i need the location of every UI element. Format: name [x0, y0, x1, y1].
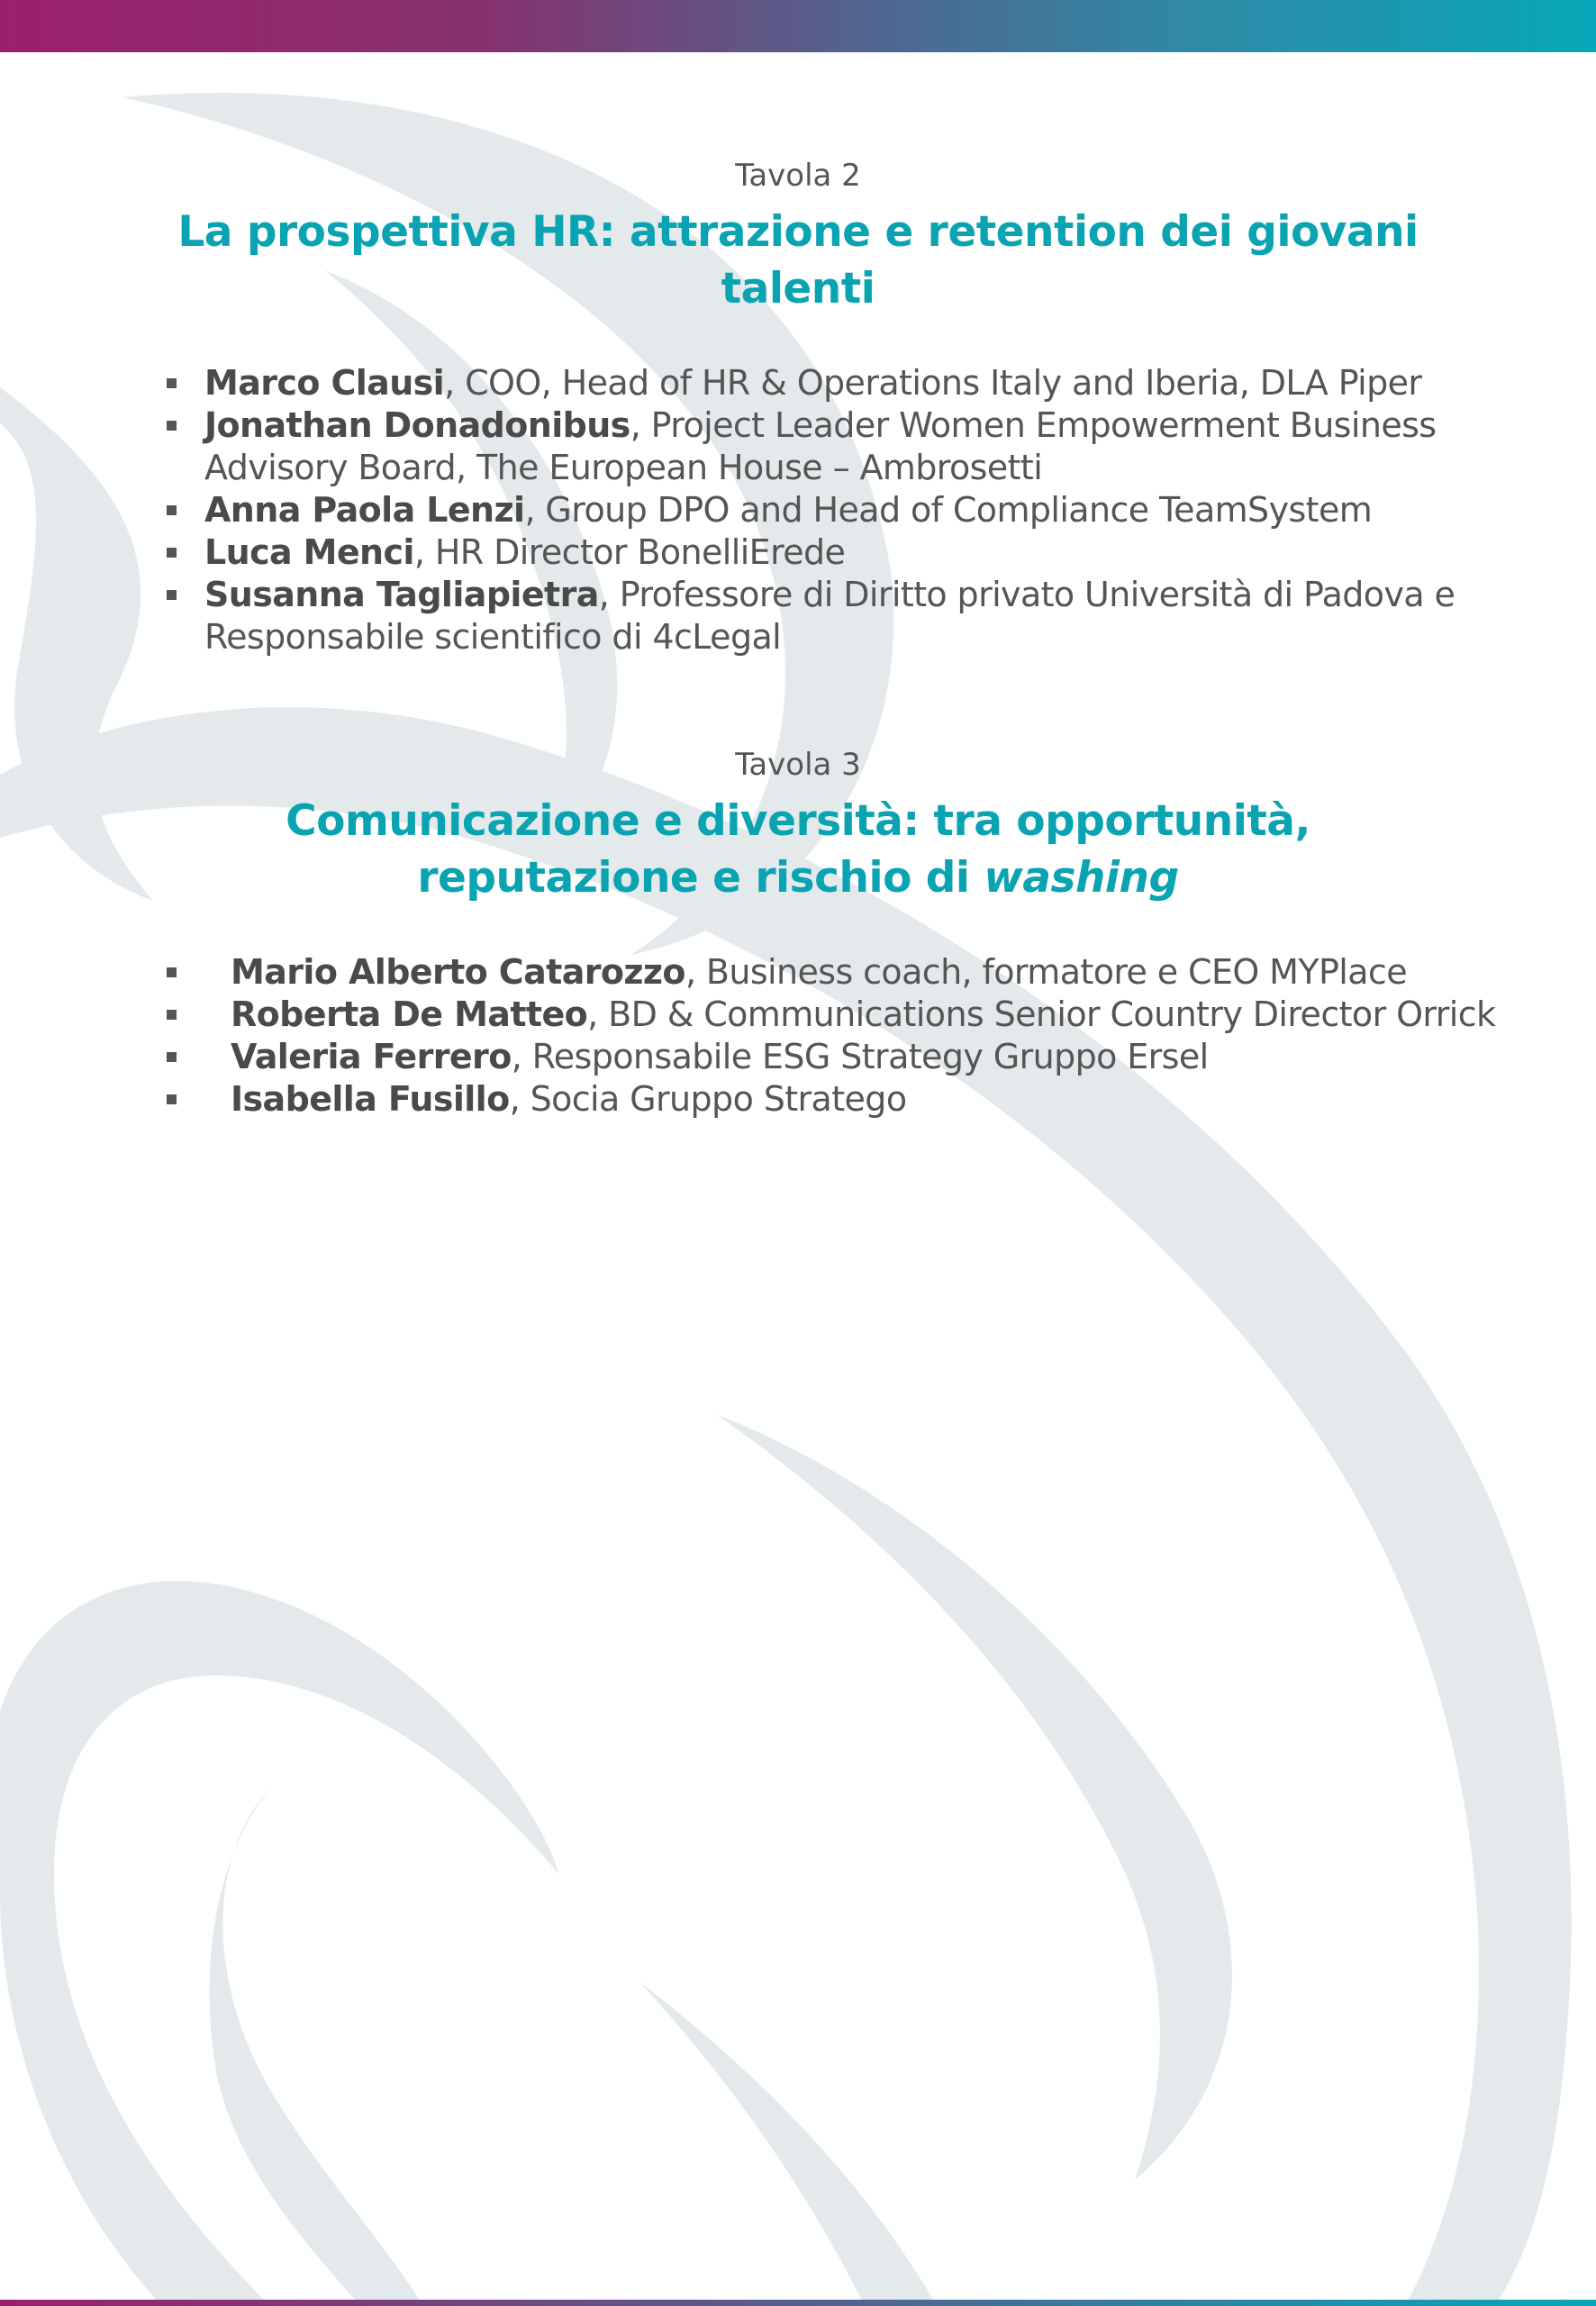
speaker-role: , Responsabile ESG Strategy Gruppo Ersel: [511, 1037, 1209, 1076]
square-bullet-icon: [167, 1010, 177, 1020]
speaker-name: Valeria Ferrero: [231, 1037, 512, 1076]
list-item: [204, 531, 1501, 574]
speaker-name: Mario Alberto Catarozzo: [231, 952, 685, 992]
speaker-list: [204, 362, 1501, 658]
speaker-role: , Group DPO and Head of Compliance TeamSystem: [524, 490, 1373, 530]
table-title-text: Comunicazione e diversità: tra opportunità, reputazione e rischio di: [286, 796, 1310, 903]
speaker-name: Luca Menci: [204, 532, 414, 572]
list-item: [204, 362, 1501, 404]
speaker-role: , Professore di Diritto privato Università di Padova e Responsabile scientifico di 4cLegal: [204, 575, 1455, 657]
table-title-italic: washing: [984, 853, 1179, 903]
section-tavola-3: [0, 744, 1596, 1119]
speaker-name: Marco Clausi: [204, 363, 445, 403]
speaker-role: , COO, Head of HR & Operations Italy and Iberia, DLA Piper: [444, 363, 1422, 403]
table-label: Tavola 3: [735, 747, 861, 783]
list-item: [204, 574, 1501, 658]
section-tavola-2: [0, 155, 1596, 657]
square-bullet-icon: [167, 1052, 177, 1062]
speaker-list: [231, 951, 1528, 1121]
square-bullet-icon: [167, 967, 177, 977]
speaker-role: , HR Director BonelliErede: [413, 532, 846, 572]
speaker-name: Jonathan Donadonibus: [204, 405, 630, 445]
speaker-role: , BD & Communications Senior Country Director Orrick: [587, 994, 1496, 1034]
speaker-name: Anna Paola Lenzi: [204, 490, 525, 530]
speaker-name: Susanna Tagliapietra: [204, 575, 599, 614]
list-item: [204, 489, 1501, 531]
speaker-name: Roberta De Matteo: [231, 994, 588, 1034]
square-bullet-icon: [167, 548, 177, 558]
bottom-gradient-bar: [0, 2300, 1596, 2306]
table-title: La prospettiva HR: attrazione e retention dei giovani talenti: [177, 207, 1419, 313]
square-bullet-icon: [167, 421, 177, 431]
table-title: [145, 793, 1451, 906]
square-bullet-icon: [167, 590, 177, 600]
square-bullet-icon: [167, 505, 177, 515]
speaker-name: Isabella Fusillo: [231, 1079, 510, 1119]
table-label: Tavola 2: [735, 158, 861, 194]
square-bullet-icon: [167, 378, 177, 388]
list-item: [231, 994, 1528, 1036]
list-item: [204, 404, 1501, 489]
square-bullet-icon: [167, 1094, 177, 1104]
speaker-role: , Project Leader Women Empowerment Business Advisory Board, The European House – Ambrosetti: [204, 405, 1437, 487]
list-item: [231, 1078, 1528, 1121]
speaker-role: , Business coach, formatore e CEO MYPlace: [685, 952, 1408, 992]
speaker-role: , Socia Gruppo Stratego: [509, 1079, 907, 1119]
top-gradient-bar: [0, 0, 1596, 52]
list-item: [231, 951, 1528, 994]
list-item: [231, 1036, 1528, 1078]
